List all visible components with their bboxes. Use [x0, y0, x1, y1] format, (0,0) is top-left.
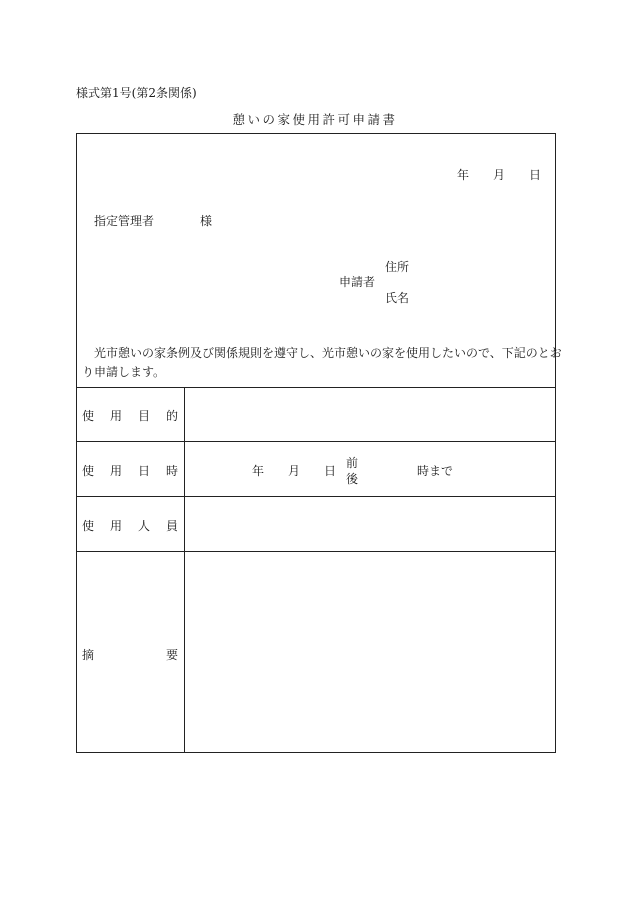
table-divider	[77, 496, 555, 497]
datetime-am-label: 前	[346, 456, 359, 470]
purpose-row-label	[82, 407, 178, 424]
application-statement	[82, 344, 562, 382]
label-char: 摘	[82, 648, 95, 662]
remarks-row-label	[82, 646, 178, 663]
datetime-pm-label: 後	[346, 472, 359, 486]
statement-line-1: 光市憩いの家条例及び関係規則を遵守し、光市憩いの家を使用したいので、下記のとお	[94, 346, 562, 360]
label-char: 用	[109, 409, 122, 423]
datetime-until-label: 時まで	[417, 464, 454, 478]
label-char: 員	[165, 519, 178, 533]
table-divider	[77, 387, 555, 388]
datetime-row-label	[82, 462, 178, 479]
date-year-label: 年	[457, 168, 470, 182]
label-char: 人	[137, 519, 150, 533]
table-column-divider	[184, 387, 185, 753]
recipient-honorific: 様	[200, 214, 213, 228]
applicant-name-label: 氏名	[385, 291, 410, 305]
label-char: 要	[165, 648, 178, 662]
label-char: 目	[137, 409, 150, 423]
document-title: 憩いの家使用許可申請書	[232, 112, 398, 127]
table-divider	[77, 441, 555, 442]
recipient-title: 指定管理者	[94, 214, 155, 228]
label-char: 的	[165, 409, 178, 423]
label-char: 使	[82, 409, 95, 423]
datetime-month-label: 月	[288, 464, 301, 478]
label-char: 用	[109, 464, 122, 478]
table-divider	[77, 551, 555, 552]
people-row-label	[82, 517, 178, 534]
label-char: 時	[165, 464, 178, 478]
applicant-label: 申請者	[339, 275, 376, 289]
label-char: 日	[137, 464, 150, 478]
label-char: 使	[82, 519, 95, 533]
datetime-year-label: 年	[252, 464, 265, 478]
date-day-label: 日	[529, 168, 542, 182]
datetime-day-label: 日	[324, 464, 337, 478]
form-number: 様式第1号(第2条関係)	[76, 86, 197, 100]
label-char: 使	[82, 464, 95, 478]
label-char: 用	[109, 519, 122, 533]
applicant-address-label: 住所	[385, 260, 410, 274]
statement-line-2: り申請します。	[82, 365, 166, 379]
date-month-label: 月	[493, 168, 506, 182]
